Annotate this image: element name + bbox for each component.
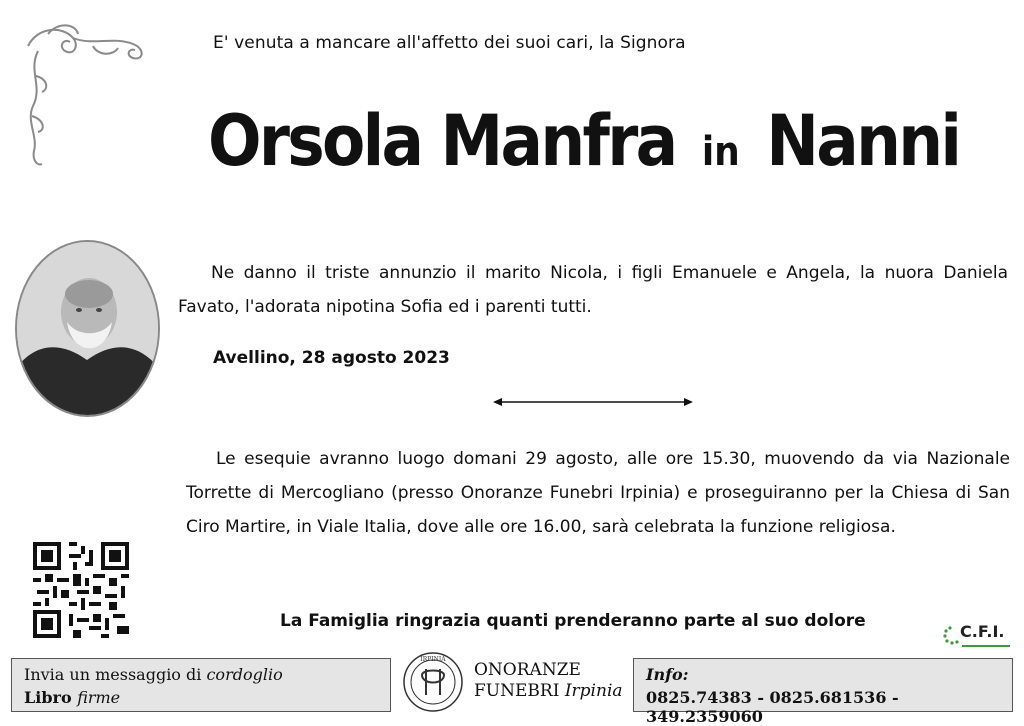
phone-numbers[interactable]: 0825.74383 - 0825.681536 - 349.2359060 xyxy=(646,688,899,726)
info-label: Info: xyxy=(646,665,689,684)
brand-line1: ONORANZE xyxy=(474,660,581,680)
announcement-paragraph: Ne danno il triste annunzio il marito Nicola, i figli Emanuele e Angela, la nuora Daniela Favato, l'adorata nipotina Sofia ed i parenti tutti. xyxy=(178,263,1008,317)
send-condolence-link[interactable] xyxy=(24,665,283,684)
place-date: Avellino, 28 agosto 2023 xyxy=(213,348,450,368)
funeral-details-paragraph: Le esequie avranno luogo domani 29 agosto, alle ore 15.30, muovendo da via Nazionale Torrette di Mercogliano (presso Onoranze Funebri Irpinia) e proseguiranno per la Chiesa di San Ciro Martire, in Viale Italia, dove alle ore 16.00, sarà celebrata la funzione religiosa. xyxy=(186,449,1010,537)
name-first: Orsola Manfra xyxy=(208,100,676,182)
portrait-image xyxy=(15,240,160,417)
guestbook-text: Libro xyxy=(24,688,78,707)
name-last: Nanni xyxy=(766,100,960,182)
condolence-italic: cordoglio xyxy=(206,665,283,684)
info-box xyxy=(633,658,1013,726)
condolence-text: Invia un messaggio di xyxy=(24,665,207,684)
double-arrow-divider xyxy=(493,396,693,408)
name-connector: in xyxy=(701,129,740,175)
brand-line2 xyxy=(474,681,623,702)
deceased-name xyxy=(208,100,960,182)
brand-line2-italic: Irpinia xyxy=(564,681,623,701)
intro-text: E' venuta a mancare all'affetto dei suoi cari, la Signora xyxy=(213,33,686,53)
cfi-logo-text: C.F.I. xyxy=(960,622,1005,641)
corner-ornament xyxy=(18,16,158,176)
seal-text: IRPINIA xyxy=(420,656,446,663)
qr-code[interactable] xyxy=(33,542,129,638)
funeral-home-seal-logo xyxy=(402,651,464,713)
guestbook-link[interactable] xyxy=(24,688,120,707)
brand-line2-text: FUNEBRI xyxy=(474,681,565,701)
family-thanks: La Famiglia ringrazia quanti prenderanno parte al suo dolore xyxy=(280,611,866,631)
guestbook-italic: firme xyxy=(77,688,121,707)
cfi-logo xyxy=(942,620,1014,650)
condolence-box[interactable] xyxy=(11,658,391,712)
funeral-home-brand xyxy=(474,660,623,702)
